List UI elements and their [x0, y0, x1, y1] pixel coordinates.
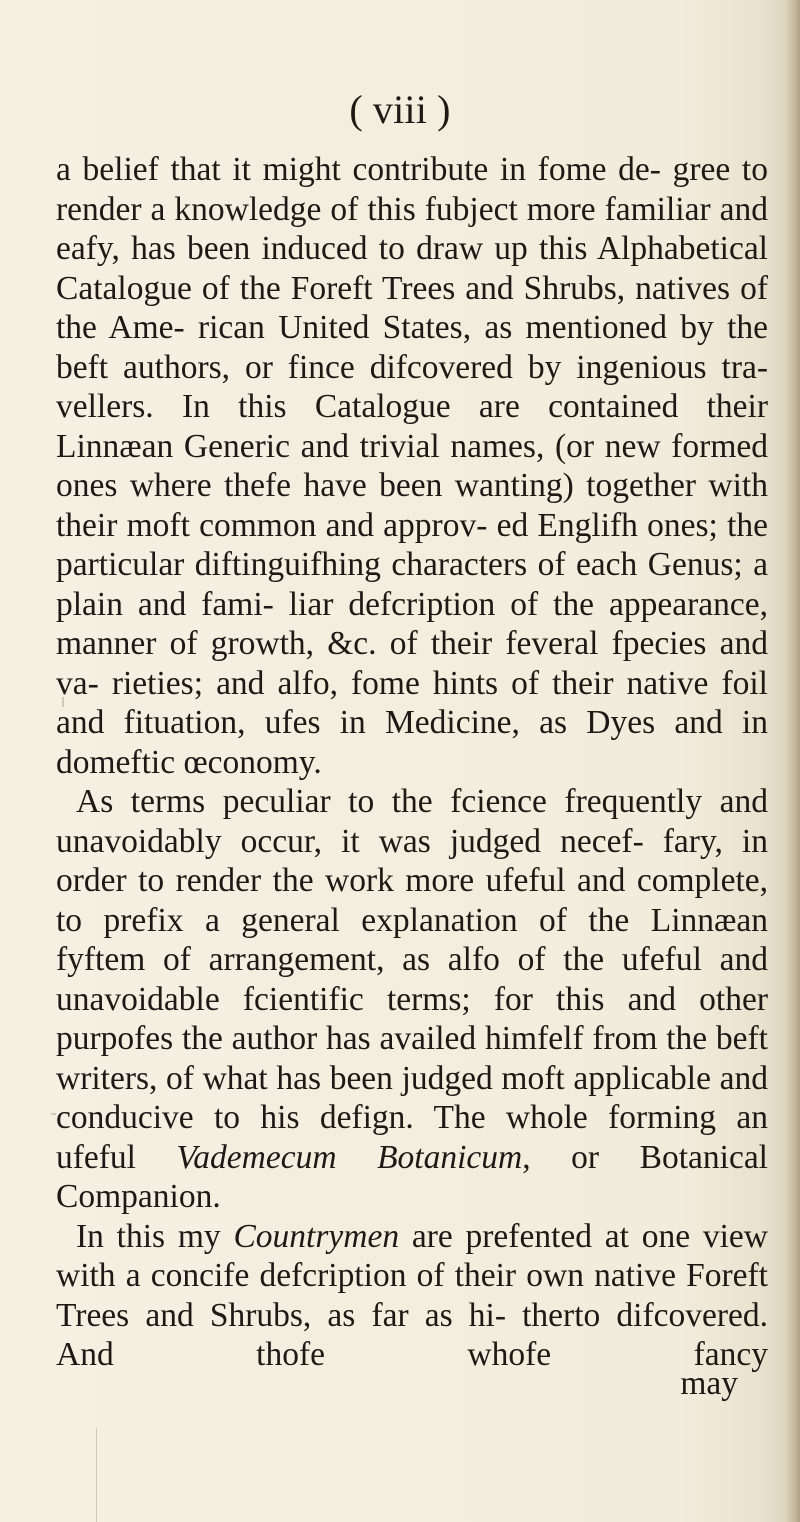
page-header: [0, 88, 800, 132]
page-edge-shadow: [786, 0, 800, 1522]
catchword: may: [680, 1365, 738, 1402]
paragraph-2: [56, 782, 768, 1217]
paragraph-3: [56, 1217, 768, 1375]
paragraph-2-italic-title: Vademecum Botanicum: [176, 1138, 523, 1176]
header-open-paren: (: [349, 87, 363, 132]
header-close-paren: ): [437, 87, 451, 132]
paragraph-2-text-before: As terms peculiar to the fcience frequently and unavoidably occur, it was judged necef- fary, in order to render the work more ufeful and complete, to prefix a general explanation of the Linnæan fyftem of arrangement, as alfo of the ufeful and unavoidable fcientific terms; for this and other purpofes the author has availed himfelf from the beft writers, of what has been judged moft applicable and conducive to his defign. The whole forming an ufeful: [56, 783, 768, 1176]
body-text: [56, 150, 768, 1375]
paragraph-3-text-after: are prefented at one view with a concife defcription of their own native Foreft Trees and Shrubs, as far as hi- therto difcovered. And thofe whofe fancy: [56, 1217, 768, 1373]
paragraph-1-text: a belief that it might contribute in fome de- gree to render a knowledge of this fubject more familiar and eafy, has been induced to draw up this Alphabetical Catalogue of the Foreft Trees and Shrubs, natives of the Ame- rican United States, as mentioned by the beft authors, or fince difcovered by ingenious tra- vellers. In this Catalogue are contained their Linnæan Generic and trivial names, (or new formed ones where thefe have been wanting) together with their moft common and approv- ed Englifh ones; the particular diftinguifhing characters of each Genus; a plain and fami- liar defcription of the appearance, manner of growth, &c. of their feveral fpecies and va- rieties; and alfo, fome hints of their native foil and fituation, ufes in Medicine, as Dyes and in domeftic œconomy.: [56, 151, 768, 781]
paragraph-1: [56, 150, 768, 782]
ink-mark: [51, 1113, 56, 1115]
page-number: viii: [372, 87, 428, 132]
paragraph-2-text-after: , or Botanical Companion.: [56, 1138, 768, 1215]
ink-mark: [62, 697, 64, 707]
ink-mark: [96, 1428, 97, 1522]
paragraph-3-italic-word: Countrymen: [233, 1217, 400, 1255]
paragraph-3-text-before: In this my: [76, 1217, 234, 1255]
